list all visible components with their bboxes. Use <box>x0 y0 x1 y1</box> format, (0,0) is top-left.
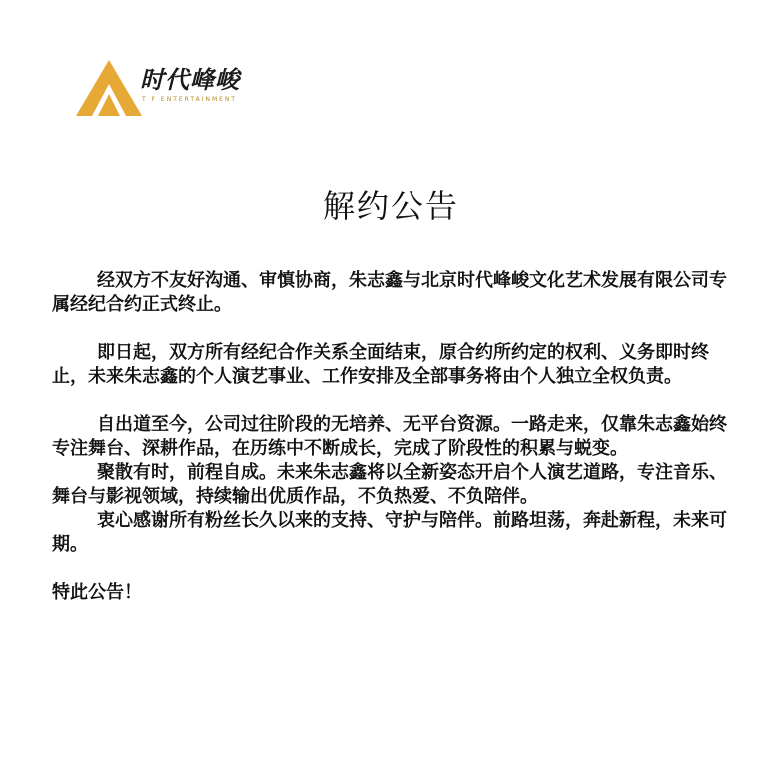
company-logo <box>74 58 264 120</box>
page-title: 解约公告 <box>322 187 459 225</box>
triangle-logo-icon <box>74 58 144 118</box>
paragraph-1: 经双方不友好沟通、审慎协商，朱志鑫与北京时代峰峻文化艺术发展有限公司专属经纪合约正式终止。 <box>52 270 727 315</box>
logo-subtitle: T F ENTERTAINMENT <box>142 96 238 103</box>
logo-name: 时代峰峻 <box>140 65 240 94</box>
paragraph-2: 即日起，双方所有经纪合作关系全面结束，原合约所约定的权利、义务即时终止，未来朱志鑫的个人演艺事业、工作安排及全部事务将由个人独立全权负责。 <box>52 342 709 387</box>
announcement-body <box>52 269 742 605</box>
paragraph-5: 衷心感谢所有粉丝长久以来的支持、守护与陪伴。前路坦荡，奔赴新程，未来可期。 <box>52 510 727 555</box>
closing-line: 特此公告！ <box>52 582 142 603</box>
paragraph-3: 自出道至今，公司过往阶段的无培养、无平台资源。一路走来，仅靠朱志鑫始终专注舞台、深耕作品，在历练中不断成长，完成了阶段性的积累与蜕变。 <box>52 414 727 459</box>
paragraph-4: 聚散有时，前程自成。未来朱志鑫将以全新姿态开启个人演艺道路，专注音乐、舞台与影视领域，持续输出优质作品，不负热爱、不负陪伴。 <box>52 462 727 507</box>
